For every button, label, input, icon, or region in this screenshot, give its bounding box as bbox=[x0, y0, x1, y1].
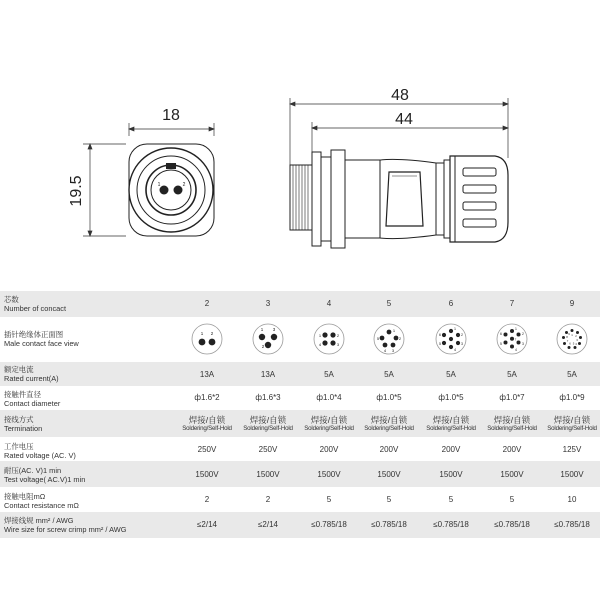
side-view bbox=[290, 150, 508, 248]
resistance-col-6: 5 bbox=[509, 495, 515, 504]
row-termination-en: Termination bbox=[4, 424, 43, 433]
svg-text:6: 6 bbox=[569, 341, 571, 346]
svg-text:4: 4 bbox=[515, 348, 517, 352]
wire-col-5: ≤0.785/18 bbox=[433, 520, 469, 529]
current-col-1: 13A bbox=[199, 370, 215, 379]
wire-col-1: ≤2/14 bbox=[197, 520, 217, 529]
termination-col-6: 焊接/自锁 Soldering/Self-Hold bbox=[487, 415, 537, 432]
diameter-col-4: ф1.0*5 bbox=[376, 393, 402, 402]
svg-text:1: 1 bbox=[318, 333, 322, 338]
current-col-3: 5A bbox=[324, 370, 334, 379]
voltage-col-3: 200V bbox=[319, 445, 339, 454]
svg-text:7: 7 bbox=[514, 337, 517, 342]
row-face-en: Male contact face view bbox=[4, 339, 79, 348]
diameter-col-5: ф1.0*5 bbox=[438, 393, 464, 402]
svg-text:2: 2 bbox=[575, 334, 577, 338]
voltage-col-1: 250V bbox=[197, 445, 217, 454]
test-voltage-col-1: 1500V bbox=[195, 470, 219, 479]
connector-drawing bbox=[0, 0, 600, 285]
svg-text:2: 2 bbox=[210, 331, 214, 336]
row-test-voltage-en: Test voltage( AC.V)1 min bbox=[4, 475, 86, 484]
resistance-col-1: 2 bbox=[204, 495, 210, 504]
svg-text:7: 7 bbox=[566, 339, 569, 343]
svg-text:4: 4 bbox=[383, 348, 387, 353]
svg-text:1: 1 bbox=[515, 327, 517, 331]
front-pin-2-label: 2 bbox=[182, 182, 186, 188]
test-voltage-col-6: 1500V bbox=[500, 470, 524, 479]
diameter-col-3: ф1.0*4 bbox=[316, 393, 342, 402]
svg-text:5: 5 bbox=[376, 336, 380, 341]
svg-text:3: 3 bbox=[576, 338, 578, 342]
svg-text:2: 2 bbox=[336, 333, 340, 338]
face-view-5pin bbox=[373, 323, 405, 355]
row-wire-zh: 焊接线规 mm² / AWG bbox=[4, 516, 74, 525]
termination-col-1: 焊接/自锁 Soldering/Self-Hold bbox=[182, 415, 232, 432]
svg-text:5: 5 bbox=[572, 341, 575, 346]
svg-text:1: 1 bbox=[200, 331, 204, 336]
row-test-voltage-zh: 耐压(AC. V)1 min bbox=[4, 466, 62, 475]
voltage-col-2: 250V bbox=[258, 445, 278, 454]
face-view-6pin bbox=[435, 323, 467, 355]
termination-col-5: 焊接/自锁 Soldering/Self-Hold bbox=[426, 415, 476, 432]
pins-col-3: 4 bbox=[326, 299, 332, 308]
face-view-4pin bbox=[313, 323, 345, 355]
voltage-col-5: 200V bbox=[441, 445, 461, 454]
current-col-7: 5A bbox=[567, 370, 577, 379]
wire-col-3: ≤0.785/18 bbox=[311, 520, 347, 529]
row-voltage bbox=[0, 437, 600, 461]
voltage-col-6: 200V bbox=[502, 445, 522, 454]
row-voltage-zh: 工作电压 bbox=[4, 442, 34, 451]
row-face-zh: 插针绝缘体正面图 bbox=[4, 330, 64, 339]
row-face bbox=[0, 317, 600, 362]
svg-text:1: 1 bbox=[454, 327, 456, 331]
current-col-2: 13A bbox=[260, 370, 276, 379]
row-test-voltage bbox=[0, 461, 600, 487]
row-current-zh: 额定电流 bbox=[4, 365, 34, 374]
svg-text:6: 6 bbox=[500, 332, 502, 336]
svg-text:1: 1 bbox=[571, 333, 573, 337]
voltage-col-4: 200V bbox=[379, 445, 399, 454]
svg-text:3: 3 bbox=[522, 342, 524, 346]
diameter-col-7: ф1.0*9 bbox=[559, 393, 585, 402]
pins-col-5: 6 bbox=[448, 299, 454, 308]
resistance-col-4: 5 bbox=[386, 495, 392, 504]
test-voltage-col-2: 1500V bbox=[256, 470, 280, 479]
termination-col-4: 焊接/自锁 Soldering/Self-Hold bbox=[364, 415, 414, 432]
diameter-col-2: ф1.6*3 bbox=[255, 393, 281, 402]
svg-text:6: 6 bbox=[439, 333, 441, 337]
diameter-col-1: ф1.6*2 bbox=[194, 393, 220, 402]
row-resistance-en: Contact resistance mΩ bbox=[4, 501, 79, 510]
row-diameter-zh: 接触件直径 bbox=[4, 390, 41, 399]
svg-text:4: 4 bbox=[575, 342, 577, 346]
face-view-2pin bbox=[191, 323, 223, 355]
row-current-en: Rated current(A) bbox=[4, 374, 59, 383]
current-col-4: 5A bbox=[384, 370, 394, 379]
test-voltage-col-4: 1500V bbox=[377, 470, 401, 479]
row-wire bbox=[0, 512, 600, 538]
test-voltage-col-7: 1500V bbox=[560, 470, 584, 479]
row-wire-en: Wire size for screw crimp mm² / AWG bbox=[4, 525, 127, 534]
row-current bbox=[0, 362, 600, 386]
pins-col-1: 2 bbox=[204, 299, 210, 308]
row-pins-en: Number of concact bbox=[4, 304, 67, 313]
front-height-dimension bbox=[83, 144, 126, 236]
voltage-col-7: 125V bbox=[562, 445, 582, 454]
svg-text:3: 3 bbox=[391, 348, 395, 353]
pins-col-4: 5 bbox=[386, 299, 392, 308]
face-view-9pin bbox=[556, 323, 588, 355]
svg-text:3: 3 bbox=[272, 327, 276, 332]
row-pins bbox=[0, 291, 600, 317]
row-resistance bbox=[0, 487, 600, 512]
svg-text:5: 5 bbox=[500, 342, 502, 346]
wire-col-2: ≤2/14 bbox=[258, 520, 278, 529]
pins-col-2: 3 bbox=[265, 299, 271, 308]
svg-text:5: 5 bbox=[439, 342, 441, 346]
front-view bbox=[129, 144, 214, 236]
current-col-5: 5A bbox=[446, 370, 456, 379]
wire-col-7: ≤0.785/18 bbox=[554, 520, 590, 529]
termination-col-2: 焊接/自锁 Soldering/Self-Hold bbox=[243, 415, 293, 432]
svg-text:1: 1 bbox=[392, 328, 396, 333]
row-diameter bbox=[0, 386, 600, 410]
row-termination-zh: 接线方式 bbox=[4, 415, 34, 424]
front-width-dimension bbox=[129, 123, 214, 136]
face-view-7pin bbox=[496, 323, 528, 355]
front-pin-1-icon bbox=[160, 186, 169, 195]
front-width-label: 18 bbox=[162, 107, 180, 124]
resistance-col-7: 10 bbox=[567, 495, 577, 504]
svg-text:1: 1 bbox=[260, 327, 264, 332]
row-voltage-en: Rated voltage (AC. V) bbox=[4, 451, 76, 460]
row-pins-zh: 芯数 bbox=[4, 295, 19, 304]
svg-text:4: 4 bbox=[318, 342, 322, 347]
front-pin-1-label: 1 bbox=[157, 182, 161, 188]
resistance-col-5: 5 bbox=[448, 495, 454, 504]
row-termination bbox=[0, 410, 600, 437]
wire-col-4: ≤0.785/18 bbox=[371, 520, 407, 529]
svg-text:3: 3 bbox=[336, 342, 340, 347]
side-body-label: 44 bbox=[395, 111, 413, 128]
side-total-label: 48 bbox=[391, 87, 409, 104]
pins-col-7: 9 bbox=[569, 299, 575, 308]
test-voltage-col-5: 1500V bbox=[439, 470, 463, 479]
svg-text:2: 2 bbox=[398, 336, 402, 341]
face-view-3pin bbox=[252, 323, 284, 355]
diameter-col-6: ф1.0*7 bbox=[499, 393, 525, 402]
termination-col-7: 焊接/自锁 Soldering/Self-Hold bbox=[547, 415, 597, 432]
svg-text:4: 4 bbox=[454, 348, 456, 352]
test-voltage-col-3: 1500V bbox=[317, 470, 341, 479]
termination-col-3: 焊接/自锁 Soldering/Self-Hold bbox=[304, 415, 354, 432]
svg-text:3: 3 bbox=[461, 342, 463, 346]
front-pin-2-icon bbox=[174, 186, 183, 195]
current-col-6: 5A bbox=[507, 370, 517, 379]
svg-text:2: 2 bbox=[461, 333, 463, 337]
resistance-col-2: 2 bbox=[265, 495, 271, 504]
row-resistance-zh: 接触电阻mΩ bbox=[4, 492, 46, 501]
front-height-label: 19.5 bbox=[68, 175, 85, 207]
row-diameter-en: Contact diameter bbox=[4, 399, 61, 408]
spec-table bbox=[0, 291, 600, 538]
pins-col-6: 7 bbox=[509, 299, 515, 308]
resistance-col-3: 5 bbox=[326, 495, 332, 504]
svg-text:8: 8 bbox=[566, 335, 568, 339]
svg-text:2: 2 bbox=[261, 344, 265, 349]
svg-text:9: 9 bbox=[568, 332, 570, 336]
wire-col-6: ≤0.785/18 bbox=[494, 520, 530, 529]
svg-text:2: 2 bbox=[522, 332, 524, 336]
